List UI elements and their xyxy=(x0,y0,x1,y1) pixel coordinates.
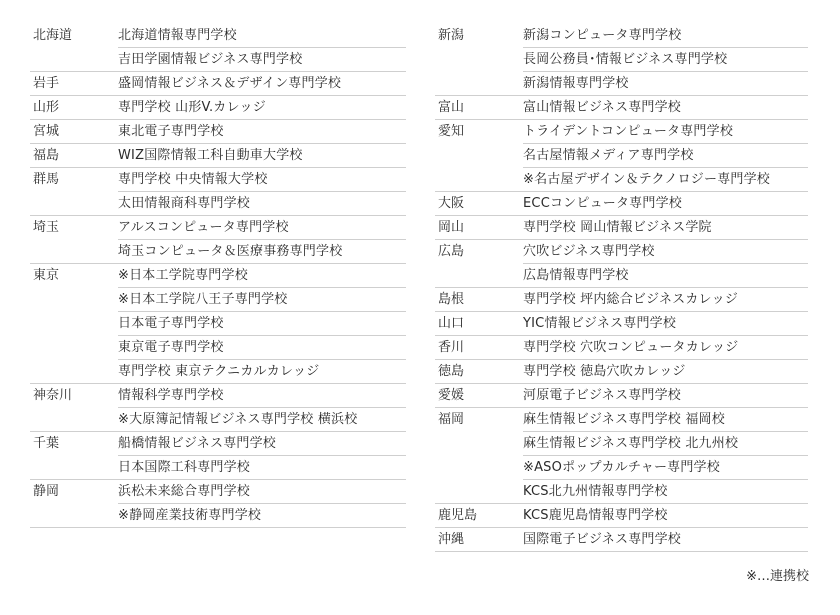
school-name: 専門学校 岡山情報ビジネス学院 xyxy=(523,215,808,239)
region-name: 愛知 xyxy=(438,124,465,139)
region-row xyxy=(30,431,406,479)
school-name: 東京電子専門学校 xyxy=(118,335,406,359)
region-name: 神奈川 xyxy=(33,388,73,403)
school-name: 穴吹ビジネス専門学校 xyxy=(523,239,808,263)
school-list xyxy=(523,215,808,239)
region-row xyxy=(435,95,808,119)
school-name: 河原電子ビジネス専門学校 xyxy=(523,383,808,407)
school-name: ※大原簿記情報ビジネス専門学校 横浜校 xyxy=(118,407,406,431)
region-name: 大阪 xyxy=(438,196,465,211)
affiliated-school-footnote: ※…連携校 xyxy=(746,569,809,584)
region-name-cell xyxy=(435,215,523,239)
school-name: ※日本工学院専門学校 xyxy=(118,263,406,287)
region-row xyxy=(435,503,808,527)
region-name-cell xyxy=(30,95,118,119)
school-name: 名古屋情報メディア専門学校 xyxy=(523,143,808,167)
region-name-cell xyxy=(30,215,118,263)
school-name: 浜松未来総合専門学校 xyxy=(118,479,406,503)
school-name: WIZ国際情報工科自動車大学校 xyxy=(118,143,406,167)
region-name: 新潟 xyxy=(438,28,465,43)
region-name: 北海道 xyxy=(33,28,73,43)
school-list xyxy=(118,119,406,143)
school-list xyxy=(118,431,406,479)
region-row xyxy=(30,215,406,263)
school-name: 専門学校 徳島穴吹カレッジ xyxy=(523,359,808,383)
school-name: 専門学校 穴吹コンピュータカレッジ xyxy=(523,335,808,359)
region-row xyxy=(30,263,406,383)
school-name: 広島情報専門学校 xyxy=(523,263,808,287)
school-name: 日本電子専門学校 xyxy=(118,311,406,335)
region-row xyxy=(30,95,406,119)
school-name: 専門学校 坪内総合ビジネスカレッジ xyxy=(523,287,808,311)
school-name: アルスコンピュータ専門学校 xyxy=(118,215,406,239)
school-name: 埼玉コンピュータ＆医療事務専門学校 xyxy=(118,239,406,263)
region-row xyxy=(435,191,808,215)
school-list xyxy=(523,383,808,407)
school-name: 北海道情報専門学校 xyxy=(118,28,237,43)
region-name: 鹿児島 xyxy=(438,508,478,523)
region-name-cell xyxy=(30,23,118,71)
region-name-cell xyxy=(435,287,523,311)
region-row xyxy=(435,23,808,95)
region-name: 群馬 xyxy=(33,172,60,187)
region-row xyxy=(435,239,808,287)
region-name: 香川 xyxy=(438,340,465,355)
region-name-cell xyxy=(435,503,523,527)
school-list xyxy=(523,119,808,191)
school-name: 麻生情報ビジネス専門学校 北九州校 xyxy=(523,431,808,455)
school-list-left-column xyxy=(30,23,406,528)
region-name-cell xyxy=(435,311,523,335)
region-row xyxy=(435,359,808,383)
region-name: 沖縄 xyxy=(438,532,465,547)
school-list xyxy=(523,287,808,311)
school-name: 東北電子専門学校 xyxy=(118,119,406,143)
region-row xyxy=(30,167,406,215)
region-name-cell xyxy=(435,23,523,95)
region-name-cell xyxy=(435,119,523,191)
region-row xyxy=(435,311,808,335)
school-list xyxy=(523,23,808,95)
school-name: 吉田学園情報ビジネス専門学校 xyxy=(118,47,406,71)
region-name-cell xyxy=(435,239,523,287)
school-name: KCS北九州情報専門学校 xyxy=(523,479,808,503)
region-name: 宮城 xyxy=(33,124,60,139)
region-name: 福岡 xyxy=(438,412,465,427)
region-row xyxy=(435,527,808,551)
school-name: 船橋情報ビジネス専門学校 xyxy=(118,431,406,455)
school-list-right-column xyxy=(435,23,808,552)
region-row xyxy=(30,23,406,71)
school-list xyxy=(523,239,808,287)
region-name: 岩手 xyxy=(33,76,60,91)
school-list xyxy=(118,95,406,119)
school-name: 盛岡情報ビジネス＆デザイン専門学校 xyxy=(118,71,406,95)
school-name: 専門学校 山形V.カレッジ xyxy=(118,95,406,119)
region-name: 岡山 xyxy=(438,220,465,235)
region-row xyxy=(30,383,406,431)
school-name: トライデントコンピュータ専門学校 xyxy=(523,119,808,143)
region-name: 富山 xyxy=(438,100,465,115)
school-name: 麻生情報ビジネス専門学校 福岡校 xyxy=(523,407,808,431)
school-name: ※静岡産業技術専門学校 xyxy=(118,503,406,527)
school-list xyxy=(118,263,406,383)
school-list xyxy=(118,215,406,263)
region-name-cell xyxy=(435,383,523,407)
region-name-cell xyxy=(435,191,523,215)
school-name: YIC情報ビジネス専門学校 xyxy=(523,311,808,335)
school-name: 太田情報商科専門学校 xyxy=(118,191,406,215)
region-row xyxy=(30,119,406,143)
school-list xyxy=(523,335,808,359)
school-name: 専門学校 中央情報大学校 xyxy=(118,167,406,191)
region-name-cell xyxy=(30,383,118,431)
school-name: 富山情報ビジネス専門学校 xyxy=(523,95,808,119)
region-name: 山形 xyxy=(33,100,60,115)
region-name: 島根 xyxy=(438,292,465,307)
region-row xyxy=(435,215,808,239)
school-list xyxy=(523,359,808,383)
school-name: 国際電子ビジネス専門学校 xyxy=(523,527,808,551)
school-name: KCS鹿児島情報専門学校 xyxy=(523,503,808,527)
school-list xyxy=(523,191,808,215)
school-list xyxy=(523,95,808,119)
region-name-cell xyxy=(30,263,118,383)
school-name: ※ASOポップカルチャー専門学校 xyxy=(523,455,808,479)
school-list xyxy=(118,143,406,167)
school-list xyxy=(118,383,406,431)
school-name: 新潟コンピュータ専門学校 xyxy=(523,28,682,43)
school-name: 専門学校 東京テクニカルカレッジ xyxy=(118,359,406,383)
school-name: 新潟情報専門学校 xyxy=(523,71,808,95)
school-name: 情報科学専門学校 xyxy=(118,383,406,407)
region-name-cell xyxy=(30,71,118,95)
region-row xyxy=(435,383,808,407)
region-row xyxy=(30,71,406,95)
region-name: 山口 xyxy=(438,316,465,331)
region-row xyxy=(30,143,406,167)
region-name-cell xyxy=(435,407,523,503)
region-name-cell xyxy=(30,143,118,167)
region-row xyxy=(435,119,808,191)
region-name-cell xyxy=(30,431,118,479)
divider xyxy=(30,527,406,528)
school-list xyxy=(118,167,406,215)
region-name: 福島 xyxy=(33,148,60,163)
region-name-cell xyxy=(435,95,523,119)
region-name: 徳島 xyxy=(438,364,465,379)
school-list xyxy=(118,23,406,71)
school-list xyxy=(118,479,406,527)
school-list xyxy=(118,71,406,95)
school-list xyxy=(523,527,808,551)
region-name: 広島 xyxy=(438,244,465,259)
region-name-cell xyxy=(30,119,118,143)
region-name-cell xyxy=(30,479,118,527)
school-list xyxy=(523,311,808,335)
region-row xyxy=(435,335,808,359)
region-name: 千葉 xyxy=(33,436,60,451)
school-name: ※名古屋デザイン＆テクノロジー専門学校 xyxy=(523,167,808,191)
region-row xyxy=(435,407,808,503)
school-name: ※日本工学院八王子専門学校 xyxy=(118,287,406,311)
region-name-cell xyxy=(435,335,523,359)
region-name: 愛媛 xyxy=(438,388,465,403)
school-name: 長岡公務員･情報ビジネス専門学校 xyxy=(523,47,808,71)
school-list xyxy=(523,503,808,527)
region-name-cell xyxy=(435,527,523,551)
region-name: 東京 xyxy=(33,268,60,283)
school-name: ECCコンピュータ専門学校 xyxy=(523,191,808,215)
region-row xyxy=(435,287,808,311)
region-name: 埼玉 xyxy=(33,220,60,235)
school-name: 日本国際工科専門学校 xyxy=(118,455,406,479)
region-name: 静岡 xyxy=(33,484,60,499)
region-row xyxy=(30,479,406,527)
region-name-cell xyxy=(435,359,523,383)
school-list xyxy=(523,407,808,503)
divider xyxy=(435,551,808,552)
region-name-cell xyxy=(30,167,118,215)
